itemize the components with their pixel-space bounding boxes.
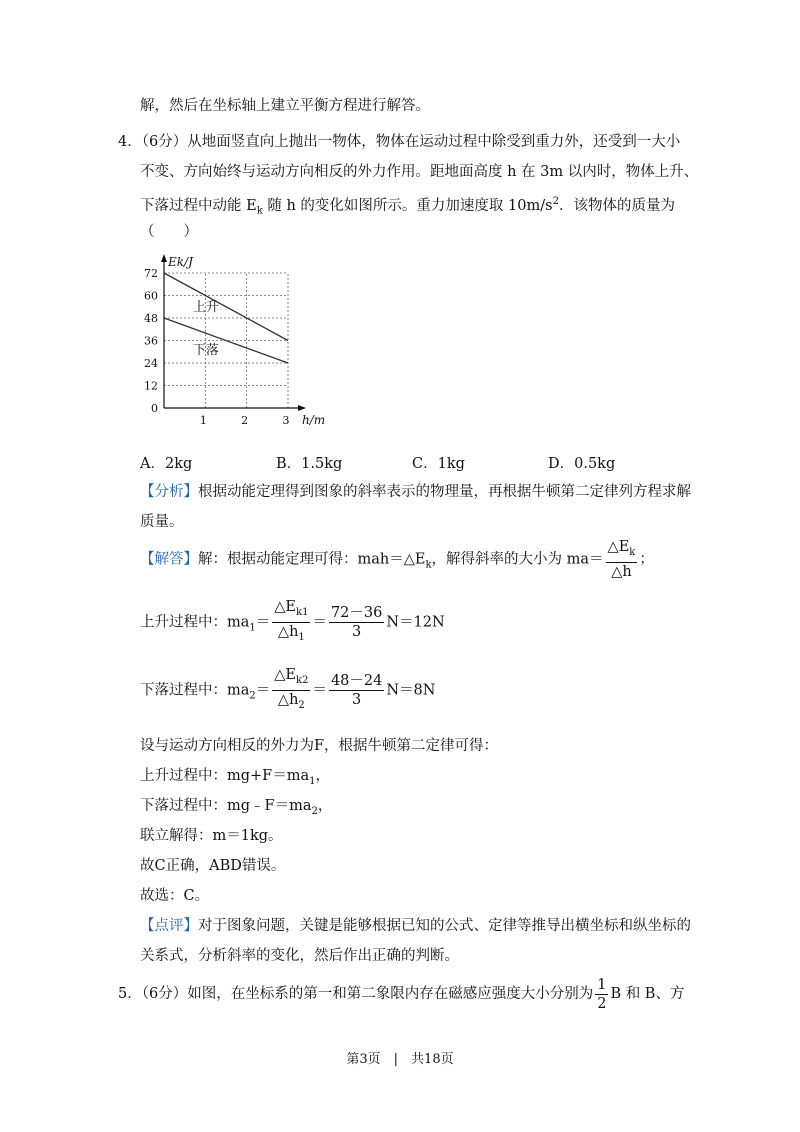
comment-tag: 【点评】 bbox=[140, 918, 198, 934]
option-b: B．1.5kg bbox=[276, 456, 343, 472]
comment-line-2: 关系式，分析斜率的变化，然后作出正确的判断。 bbox=[140, 948, 459, 964]
solution-ascend-line: 上升过程中：$ma_1=$ $\frac{\triangle E_{k1}}{\triangle h_1}$ ＝ $\frac{72-36}{3}$ N＝12N bbox=[140, 598, 445, 648]
series-label-descend: 下落 bbox=[192, 342, 219, 358]
x-tick-label: 1 bbox=[199, 414, 207, 427]
question-5-line-1: 5．（6分）如图，在坐标系的第一和第二象限内存在磁感应强度大小分别为 $\frac{1}{2}$ B 和 B、方 bbox=[118, 976, 685, 1012]
y-tick-label: 0 bbox=[151, 402, 158, 415]
y-tick-label: 48 bbox=[144, 312, 158, 325]
series-label-ascend: 上升 bbox=[192, 299, 219, 315]
question-4-line-1: 4．（6分）从地面竖直向上抛出一物体，物体在运动过程中除受到重力外，还受到一大小 bbox=[118, 134, 681, 150]
solution-step-6: 故选：C。 bbox=[140, 888, 210, 904]
prev-solution-tail: 解，然后在坐标轴上建立平衡方程进行解答。 bbox=[140, 98, 430, 114]
page-footer: 第3页 | 共18页 bbox=[346, 1052, 454, 1067]
y-tick-label: 60 bbox=[144, 289, 158, 303]
solution-step-2: 上升过程中：$mg+F=ma_1$， bbox=[140, 768, 331, 787]
y-tick-label: 36 bbox=[144, 334, 158, 348]
solution-step-4: 联立解得：m＝1kg。 bbox=[140, 828, 283, 844]
comment-line-1: 【点评】对于图象问题，关键是能够根据已知的公式、定律等推导出横坐标和纵坐标的 bbox=[140, 918, 691, 934]
y-tick-label: 72 bbox=[144, 267, 158, 280]
x-tick-label: 3 bbox=[282, 414, 290, 427]
ascend-fraction-symbolic: $\frac{\triangle E_{k1}}{\triangle h_1}$ bbox=[274, 599, 309, 643]
descend-fraction-symbolic: $\frac{\triangle E_{k2}}{\triangle h_2}$ bbox=[274, 667, 309, 711]
analysis-line-2: 质量。 bbox=[140, 514, 184, 530]
ascend-fraction-numeric: $\frac{72-36}{3}$ bbox=[330, 604, 383, 640]
question-4-line-2: 不变、方向始终与运动方向相反的外力作用。距地面高度 h 在 3m 以内时，物体上升、 bbox=[140, 164, 699, 180]
analysis-line-1: 【分析】根据动能定理得到图象的斜率表示的物理量，再根据牛顿第二定律列方程求解 bbox=[140, 484, 691, 500]
descend-fraction-numeric: $\frac{48-24}{3}$ bbox=[330, 672, 383, 708]
y-axis-arrow bbox=[161, 254, 167, 262]
solution-step-3: 下落过程中：$mg﹣F=ma_2$， bbox=[140, 798, 333, 817]
solution-tag: 【解答】 bbox=[140, 551, 198, 568]
y-tick-label: 24 bbox=[144, 357, 158, 370]
option-c: C．1kg bbox=[412, 456, 465, 472]
x-axis-arrow bbox=[298, 405, 306, 411]
solution-step-5: 故C正确，ABD错误。 bbox=[140, 858, 286, 874]
half-fraction: $\frac{1}{2}$ bbox=[597, 976, 607, 1012]
x-axis-label: h/m bbox=[302, 413, 326, 427]
analysis-tag: 【分析】 bbox=[140, 484, 198, 500]
x-tick-label: 2 bbox=[241, 414, 249, 427]
ek-h-chart bbox=[140, 248, 340, 430]
answer-bracket: （ ） bbox=[140, 224, 198, 240]
option-d: D．0.5kg bbox=[548, 456, 616, 472]
y-tick-label: 12 bbox=[144, 379, 158, 393]
slope-fraction: $\frac{\triangle E_k}{\triangle h}$ bbox=[607, 539, 636, 580]
y-axis-label: Ek/J bbox=[168, 255, 193, 269]
solution-step-1: 设与运动方向相反的外力为F，根据牛顿第二定律可得： bbox=[140, 738, 499, 754]
series-line-ascend bbox=[164, 273, 288, 341]
question-4-line-3: 下落过程中动能 $E_k$ 随 h 的变化如图所示。重力加速度取 $10m/s^2$．该物体的质量为 bbox=[140, 196, 675, 217]
solution-descend-line: 下落过程中：$ma_2=$ $\frac{\triangle E_{k2}}{\triangle h_2}$ ＝ $\frac{48-24}{3}$ N＝8N bbox=[140, 666, 435, 716]
option-a: A．2kg bbox=[140, 456, 193, 472]
solution-line-1: 【解答】解：根据动能定理可得：$mah=\triangle E_k$，解得斜率的大小为 ma＝ $\frac{\triangle E_k}{\triangle h}$ ； bbox=[140, 539, 654, 580]
